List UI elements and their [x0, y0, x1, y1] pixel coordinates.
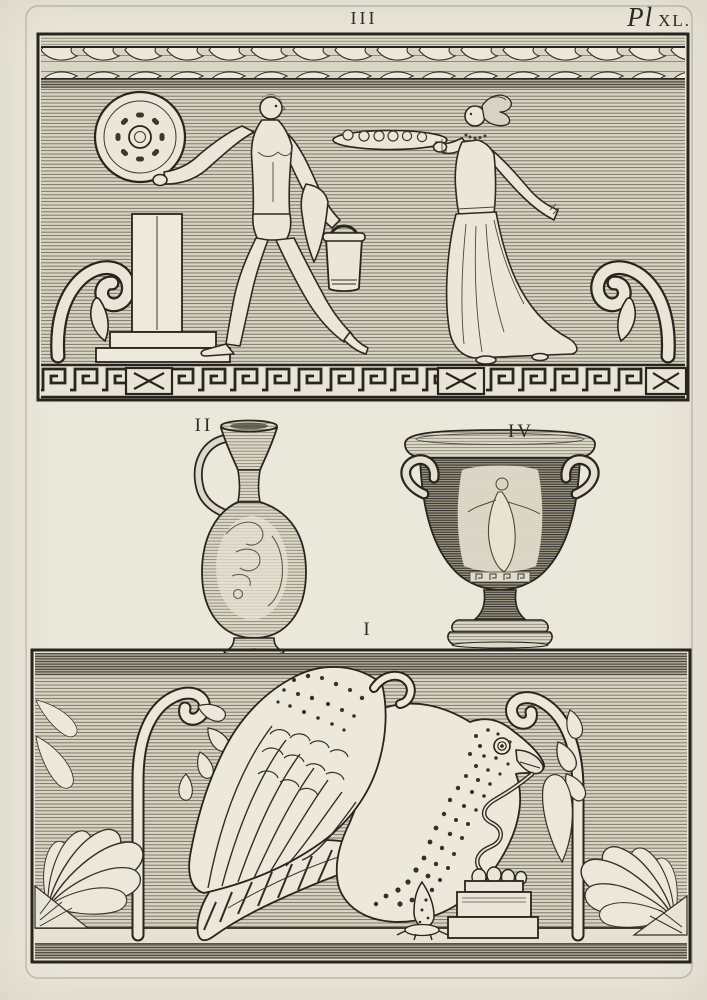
situla-bucket [323, 226, 365, 291]
scene-iii-label: III [350, 8, 378, 28]
oinochoe-vase [198, 421, 306, 656]
krater-label: IV [507, 421, 535, 442]
laurel-band [41, 47, 685, 79]
scene-i-label: I [363, 619, 373, 640]
meander-band [41, 365, 686, 397]
scene-iii-panel [38, 34, 688, 400]
bell-krater [405, 430, 595, 648]
eagle-eye [494, 738, 510, 754]
offering-plate [333, 130, 447, 150]
patera-disc [95, 92, 185, 182]
scene-i-panel [27, 650, 690, 962]
plate-number [627, 4, 691, 31]
krater-figure-panel [458, 466, 543, 583]
plate-roman-numeral: XL. [658, 11, 691, 30]
oinochoe-label: II [194, 415, 214, 436]
plate-prefix: Pl [627, 2, 654, 32]
